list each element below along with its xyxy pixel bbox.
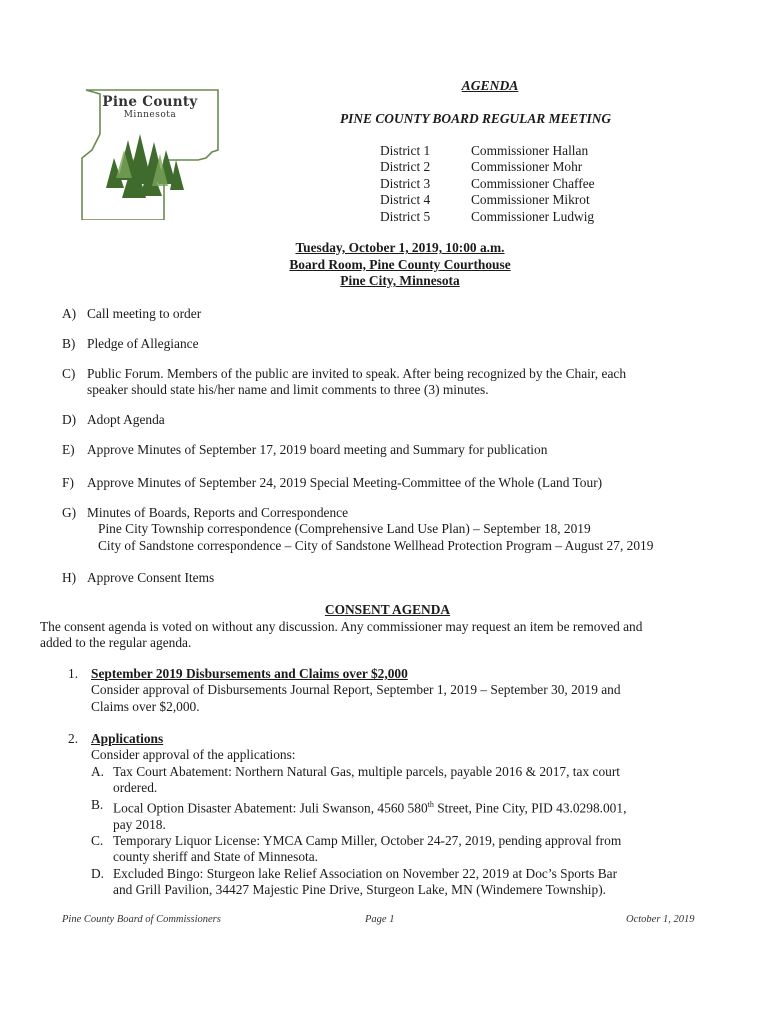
item-label: A)	[62, 306, 77, 321]
application-text: ordered.	[113, 780, 158, 796]
application-letter: B.	[91, 796, 104, 812]
meeting-title: PINE COUNTY BOARD REGULAR MEETING	[340, 111, 612, 126]
item-text: Public Forum. Members of the public are invited to speak. After being recognized by the Chair, each	[87, 366, 627, 381]
application-text: Excluded Bingo: Sturgeon lake Relief Association on November 22, 2019 at Doc’s Sports Bar	[113, 865, 618, 881]
footer-page-number: Page 1	[365, 914, 395, 925]
application-text: Local Option Disaster Abatement: Juli Swanson, 4560 580	[113, 800, 428, 816]
logo-title: Pine County	[102, 94, 198, 110]
district-row	[380, 192, 595, 208]
consent-item-1	[68, 666, 728, 715]
consent-agenda-heading: CONSENT AGENDA	[324, 602, 451, 617]
item-label: H)	[62, 570, 77, 585]
footer-organization: Pine County Board of Commissioners	[62, 914, 221, 925]
item-text: Approve Minutes of September 24, 2019 Special Meeting-Committee of the Whole (Land Tour)	[87, 475, 603, 490]
meeting-date: Tuesday, October 1, 2019, 10:00 a.m.	[295, 240, 505, 255]
consent-item-body: Claims over $2,000.	[91, 698, 200, 714]
item-text: Minutes of Boards, Reports and Correspondence	[87, 505, 349, 520]
district-list	[380, 143, 595, 225]
agenda-item-g	[62, 505, 653, 554]
application-text: Temporary Liquor License: YMCA Camp Miller, October 24-27, 2019, pending approval from	[113, 832, 622, 848]
footer-date: October 1, 2019	[626, 914, 695, 925]
commissioner-name: Commissioner Chaffee	[471, 175, 595, 191]
district-number: District 4	[380, 192, 431, 208]
application-item	[91, 797, 728, 833]
district-row	[380, 159, 595, 175]
application-letter: D.	[91, 865, 105, 881]
agenda-item-f	[62, 475, 602, 491]
commissioner-name: Commissioner Ludwig	[471, 208, 595, 224]
agenda-item-h	[62, 570, 214, 586]
item-text: Adopt Agenda	[87, 412, 165, 427]
commissioner-name: Commissioner Hallan	[471, 143, 589, 158]
application-item	[91, 833, 728, 866]
application-text: Street, Pine City, PID 43.0298.001,	[433, 800, 627, 816]
district-row	[380, 209, 595, 225]
commissioner-name: Commissioner Mohr	[471, 159, 583, 175]
district-number: District 1	[380, 143, 431, 158]
consent-item-body: Consider approval of Disbursements Journal Report, September 1, 2019 – September 30, 2019 and	[91, 682, 621, 698]
logo-subtitle: Minnesota	[123, 110, 177, 120]
consent-item-body: Consider approval of the applications:	[91, 747, 296, 763]
agenda-item-a	[62, 306, 201, 322]
application-text: Tax Court Abatement: Northern Natural Gas, multiple parcels, payable 2016 & 2017, tax court	[113, 763, 621, 779]
meeting-city: Pine City, Minnesota	[340, 273, 460, 289]
item-text: Call meeting to order	[87, 306, 202, 321]
agenda-item-b	[62, 336, 199, 352]
district-number: District 2	[380, 159, 431, 175]
correspondence-line: City of Sandstone correspondence – City of Sandstone Wellhead Protection Program – August 27, 2019	[98, 537, 654, 553]
agenda-item-d	[62, 412, 165, 428]
pine-county-logo	[80, 88, 220, 220]
district-number: District 5	[380, 208, 431, 224]
agenda-item-c	[62, 366, 626, 399]
correspondence-line: Pine City Township correspondence (Comprehensive Land Use Plan) – September 18, 2019	[98, 521, 591, 537]
item-text: Approve Minutes of September 17, 2019 board meeting and Summary for publication	[87, 442, 548, 457]
application-text: and Grill Pavilion, 34427 Majestic Pine Drive, Sturgeon Lake, MN (Windemere Township).	[113, 882, 607, 898]
item-label: B)	[62, 336, 76, 351]
agenda-heading: AGENDA	[461, 78, 519, 93]
item-label: F)	[62, 475, 74, 490]
item-label: D)	[62, 412, 77, 427]
consent-item-number: 1.	[68, 666, 79, 681]
ordinal-suffix: th	[427, 799, 434, 809]
district-number: District 3	[380, 175, 431, 191]
consent-intro	[40, 619, 740, 652]
application-letter: A.	[91, 763, 105, 779]
item-label: G)	[62, 505, 77, 520]
application-text: pay 2018.	[113, 816, 166, 832]
consent-item-title: Applications	[91, 731, 164, 746]
consent-item-number: 2.	[68, 731, 79, 746]
application-text: county sheriff and State of Minnesota.	[113, 849, 319, 865]
item-text: speaker should state his/her name and limit comments to three (3) minutes.	[87, 382, 489, 398]
item-text: Approve Consent Items	[87, 570, 215, 585]
consent-intro-line: added to the regular agenda.	[40, 635, 192, 651]
meeting-details	[0, 240, 770, 290]
district-row	[380, 143, 595, 159]
consent-item-2	[68, 731, 728, 899]
item-label: E)	[62, 442, 75, 457]
consent-item-title: September 2019 Disbursements and Claims over $2,000	[91, 666, 408, 681]
agenda-item-e	[62, 442, 547, 458]
commissioner-name: Commissioner Mikrot	[471, 192, 590, 208]
item-text: Pledge of Allegiance	[87, 336, 199, 351]
application-letter: C.	[91, 832, 104, 848]
application-item	[91, 866, 728, 899]
consent-intro-line: The consent agenda is voted on without any discussion. Any commissioner may request an item be removed and	[40, 619, 643, 634]
item-label: C)	[62, 366, 76, 381]
district-row	[380, 176, 595, 192]
application-item	[91, 764, 728, 797]
application-list	[68, 764, 728, 899]
meeting-room: Board Room, Pine County Courthouse	[289, 256, 511, 272]
